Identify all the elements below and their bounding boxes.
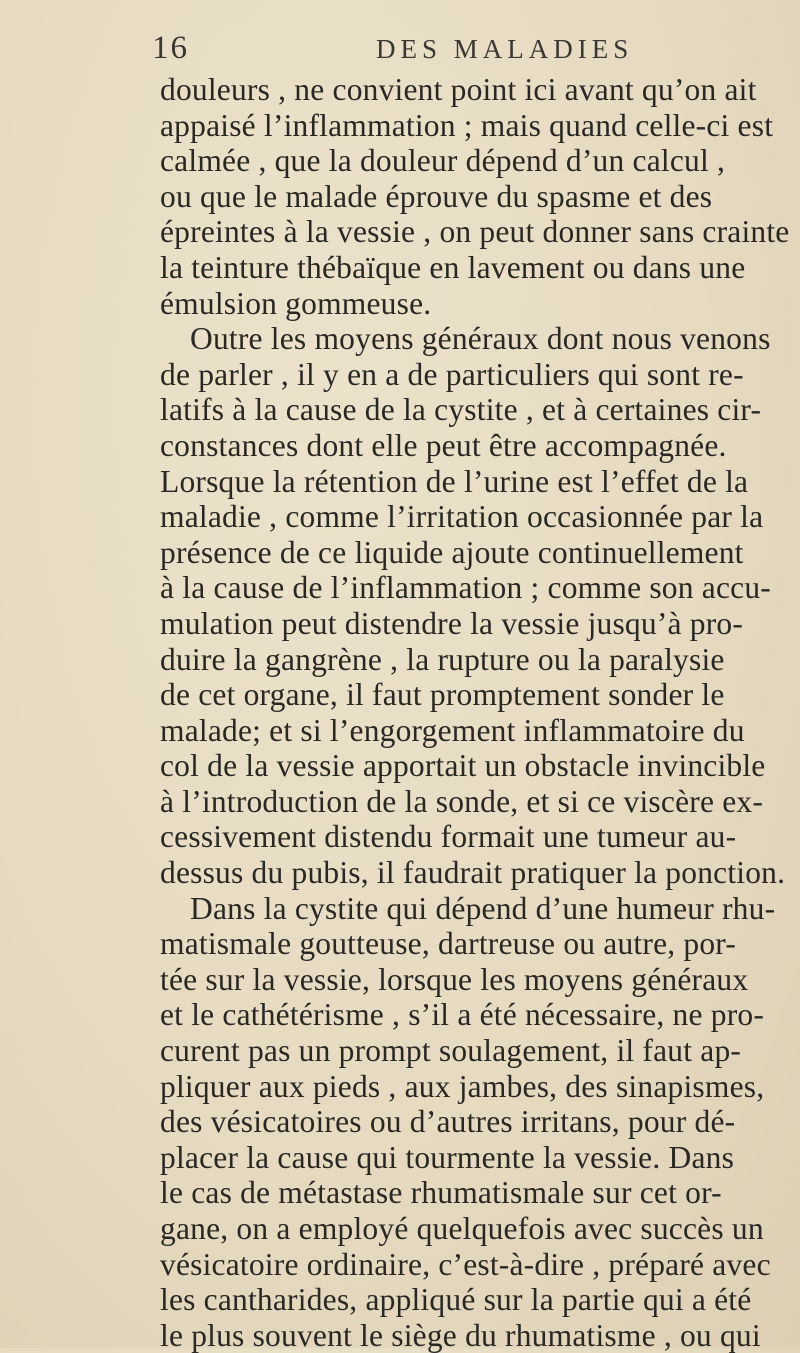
text-line: pliquer aux pieds , aux jambes, des sinapismes, (160, 1068, 765, 1104)
text-line: de cet organe, il faut promptement sonder le (160, 677, 725, 713)
text-line: le plus souvent le siège du rhumatisme , ou qui (160, 1317, 761, 1353)
text-line: dessus du pubis, il faudrait pratiquer la ponction. (160, 855, 786, 891)
running-title: DES MALADIES (376, 34, 634, 64)
text-line: à l’introduction de la sonde, et si ce viscère ex- (160, 783, 764, 819)
text-line: vésicatoire ordinaire, c’est-à-dire , préparé avec (160, 1246, 771, 1282)
paragraph-start-line: Dans la cystite qui dépend d’une humeur rhu- (190, 890, 776, 926)
text-line: constances dont elle peut être accompagnée. (160, 427, 727, 463)
paragraph-start-line: Outre les moyens généraux dont nous venons (190, 321, 771, 357)
text-line: Lorsque la rétention de l’urine est l’effet de la (160, 463, 749, 499)
text-line: de parler , il y en a de particuliers qui sont re- (160, 356, 744, 392)
text-line: curent pas un prompt soulagement, il faut ap- (160, 1033, 742, 1069)
text-line: à la cause de l’inflammation ; comme son accu- (160, 570, 771, 606)
text-line: malade; et si l’engorgement inflammatoire du (160, 712, 745, 748)
text-line: ou que le malade éprouve du spasme et des (160, 178, 713, 214)
text-line: tée sur la vessie, lorsque les moyens généraux (160, 961, 749, 997)
text-line: mulation peut distendre la vessie jusqu’à pro- (160, 605, 744, 641)
body-text (160, 72, 800, 1353)
text-line: présence de ce liquide ajoute continuellement (160, 534, 744, 570)
text-line: cessivement distendu formait une tumeur au- (160, 819, 737, 855)
text-line: la teinture thébaïque en lavement ou dans une (160, 249, 746, 285)
text-line: les cantharides, appliqué sur la partie qui a été (160, 1282, 752, 1318)
text-line: placer la cause qui tourmente la vessie. Dans (160, 1139, 735, 1175)
text-line: émulsion gommeuse. (160, 285, 432, 321)
page-number: 16 (152, 30, 189, 66)
text-line: épreintes à la vessie , on peut donner sans crainte (160, 214, 790, 250)
text-line: matismale goutteuse, dartreuse ou autre, por- (160, 926, 737, 962)
text-line: appaisé l’inflammation ; mais quand celle-ci est (160, 107, 774, 143)
text-line: maladie , comme l’irritation occasionnée par la (160, 499, 764, 535)
page-header (152, 30, 792, 70)
text-line: gane, on a employé quelquefois avec succès un (160, 1211, 764, 1246)
text-line: douleurs , ne convient point ici avant qu’on ait (160, 72, 757, 107)
text-line: et le cathétérisme , s’il a été nécessaire, ne pro- (160, 997, 765, 1033)
text-line: latifs à la cause de la cystite , et à certaines cir- (160, 392, 762, 428)
text-line: des vésicatoires ou d’autres irritans, pour dé- (160, 1104, 736, 1140)
text-line: col de la vessie apportait un obstacle invincible (160, 748, 766, 784)
text-line: calmée , que la douleur dépend d’un calcul , (160, 143, 726, 179)
text-line: duire la gangrène , la rupture ou la paralysie (160, 641, 725, 677)
text-line: le cas de métastase rhumatismale sur cet or- (160, 1175, 722, 1211)
